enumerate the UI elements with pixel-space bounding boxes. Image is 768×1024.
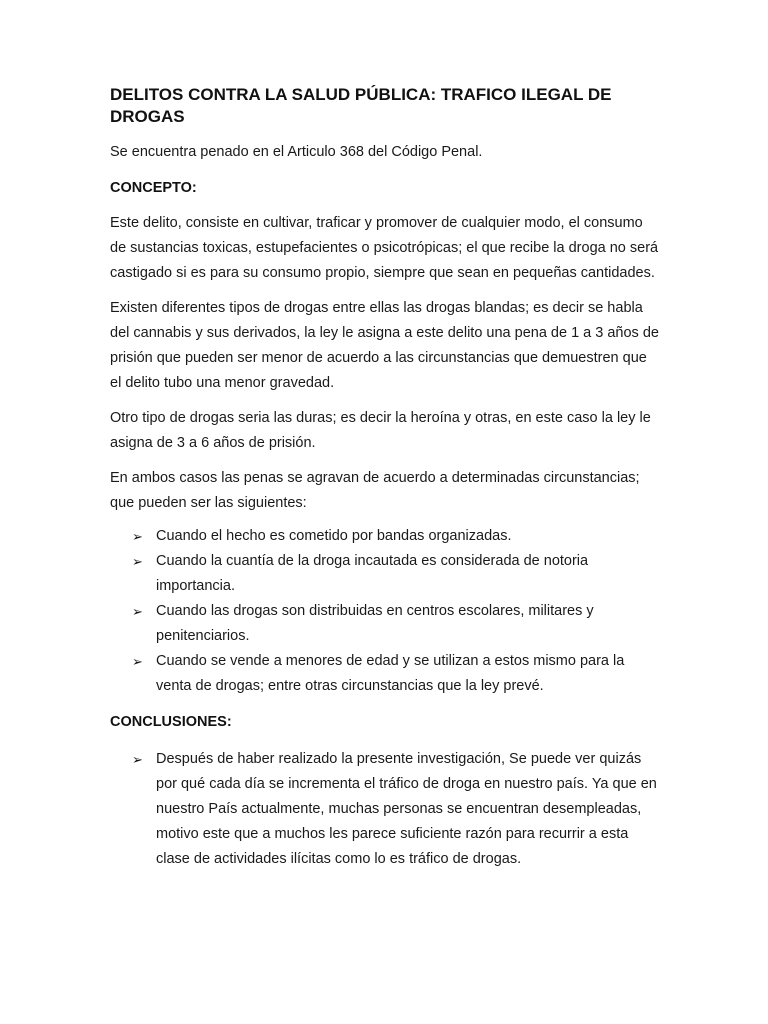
arrow-bullet-icon: ➢: [132, 654, 143, 669]
list-item: [110, 524, 660, 549]
document-page: [110, 84, 660, 872]
paragraph-aggravating: En ambos casos las penas se agravan de acuerdo a determinadas circunstancias; que pueden ser las siguientes:: [110, 470, 640, 511]
list-item-text: Cuando las drogas son distribuidas en centros escolares, militares y penitenciarios.: [156, 603, 594, 644]
list-item: [110, 599, 660, 649]
conclusiones-heading: CONCLUSIONES:: [110, 714, 232, 730]
list-item-text: Cuando la cuantía de la droga incautada es considerada de notoria importancia.: [156, 553, 589, 594]
paragraph-definition: Este delito, consiste en cultivar, traficar y promover de cualquier modo, el consumo de sustancias toxicas, estupefacientes o psicotrópicas; el que recibe la droga no será castigado si es para su consumo propio, siempre que sean en pequeñas cantidades.: [110, 215, 659, 281]
list-item-text: Después de haber realizado la presente investigación, Se puede ver quizás por qué cada día se incrementa el tráfico de droga en nuestro país. Ya que en nuestro País actualmente, muchas personas se encuentran desempleadas, motivo este que a muchos les parece suficiente razón para recurrir a esta clase de actividades ilícitas como lo es tráfico de drogas.: [156, 751, 657, 867]
circumstances-list: [110, 524, 660, 699]
arrow-bullet-icon: ➢: [132, 604, 143, 619]
intro-paragraph: Se encuentra penado en el Articulo 368 del Código Penal.: [110, 144, 483, 160]
document-title: DELITOS CONTRA LA SALUD PÚBLICA: TRAFICO ILEGAL DE DROGAS: [110, 85, 612, 126]
arrow-bullet-icon: ➢: [132, 554, 143, 569]
conclusions-list: [110, 747, 660, 872]
list-item: [110, 649, 660, 699]
paragraph-soft-drugs: Existen diferentes tipos de drogas entre ellas las drogas blandas; es decir se habla del cannabis y sus derivados, la ley le asigna a este delito una pena de 1 a 3 años de prisión que pueden ser menor de acuerdo a las circunstancias que demuestren que el delito tubo una menor gravedad.: [110, 300, 659, 391]
arrow-bullet-icon: ➢: [132, 752, 143, 767]
list-item: [110, 549, 660, 599]
list-item-text: Cuando el hecho es cometido por bandas organizadas.: [156, 528, 512, 544]
list-item: [110, 747, 660, 872]
arrow-bullet-icon: ➢: [132, 529, 143, 544]
concepto-heading: CONCEPTO:: [110, 180, 197, 196]
paragraph-hard-drugs: Otro tipo de drogas seria las duras; es decir la heroína y otras, en este caso la ley le asigna de 3 a 6 años de prisión.: [110, 410, 651, 451]
list-item-text: Cuando se vende a menores de edad y se utilizan a estos mismo para la venta de drogas; entre otras circunstancias que la ley prevé.: [156, 653, 625, 694]
